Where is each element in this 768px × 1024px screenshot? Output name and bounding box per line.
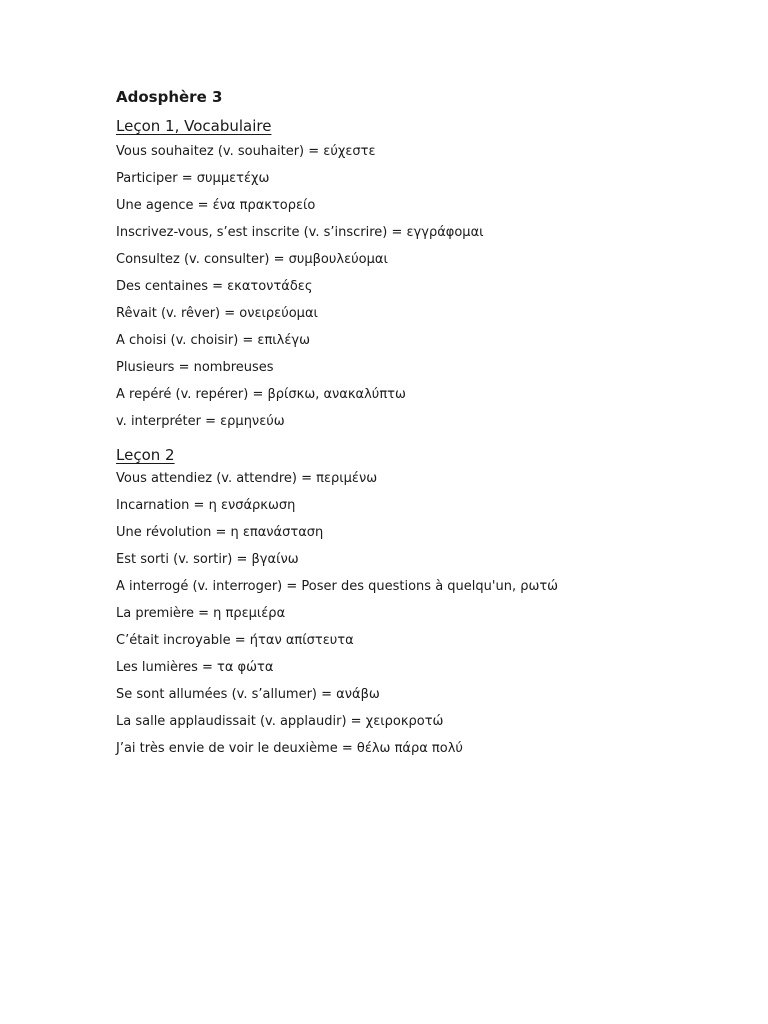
vocabulary-list-lecon-2 [116,470,736,758]
vocabulary-entry: Une agence = ένα πρακτορείο [116,198,316,213]
section-heading-lecon-1: Leçon 1, Vocabulaire [116,117,272,135]
vocabulary-entry: v. interpréter = ερμηνεύω [116,414,285,429]
vocabulary-entry: Vous souhaitez (v. souhaiter) = εύχεστε [116,144,376,159]
vocabulary-entry: Vous attendiez (v. attendre) = περιμένω [116,471,378,486]
vocabulary-entry: Inscrivez-vous, s’est inscrite (v. s’inscrire) = εγγράφομαι [116,225,484,240]
vocabulary-entry: Les lumières = τα φώτα [116,660,274,675]
vocabulary-entry: J’ai très envie de voir le deuxième = θέλω πάρα πολύ [116,741,463,756]
vocabulary-entry: Incarnation = η ενσάρκωση [116,498,296,513]
vocabulary-entry: A repéré (v. repérer) = βρίσκω, ανακαλύπτω [116,387,406,402]
vocabulary-entry: Est sorti (v. sortir) = βγαίνω [116,552,299,567]
vocabulary-entry: La première = η πρεμιέρα [116,606,286,621]
vocabulary-entry: Participer = συμμετέχω [116,171,270,186]
vocabulary-entry: A interrogé (v. interroger) = Poser des questions à quelqu'un, ρωτώ [116,579,559,594]
document-title: Adosphère 3 [116,88,223,106]
vocabulary-entry: Rêvait (v. rêver) = ονειρεύομαι [116,306,318,321]
vocabulary-entry: Consultez (v. consulter) = συμβουλεύομαι [116,252,388,267]
vocabulary-entry: Se sont allumées (v. s’allumer) = ανάβω [116,687,380,702]
vocabulary-list-lecon-1 [116,143,736,431]
vocabulary-entry: C’était incroyable = ήταν απίστευτα [116,633,354,648]
vocabulary-entry: Plusieurs = nombreuses [116,360,274,375]
section-heading-lecon-2: Leçon 2 [116,446,175,464]
vocabulary-entry: Une révolution = η επανάσταση [116,525,324,540]
vocabulary-entry: La salle applaudissait (v. applaudir) = χειροκροτώ [116,714,444,729]
vocabulary-entry: Des centaines = εκατοντάδες [116,279,313,294]
vocabulary-entry: A choisi (v. choisir) = επιλέγω [116,333,310,348]
document-body [116,86,736,767]
